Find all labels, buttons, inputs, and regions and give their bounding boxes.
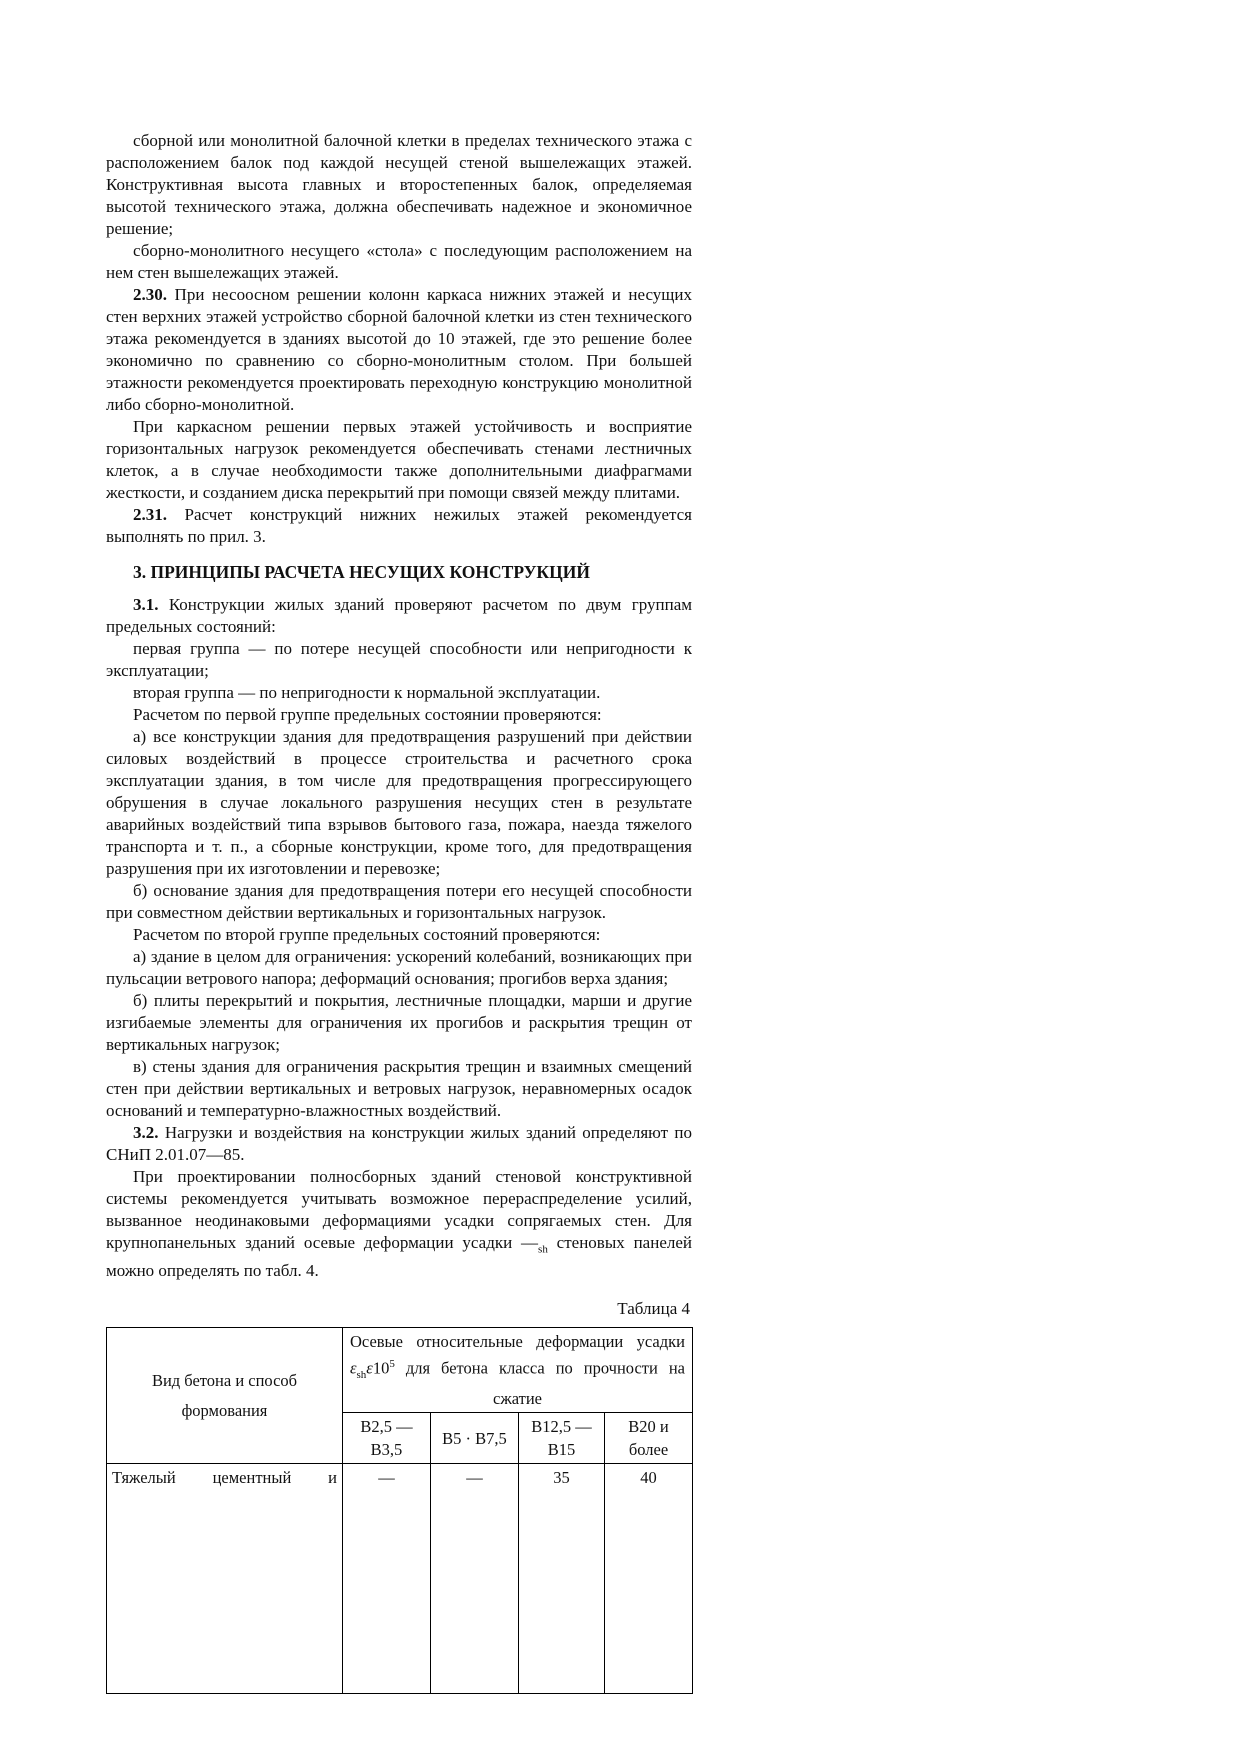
table-header-cell-class: В5 · В7,5: [431, 1413, 519, 1464]
table-row: [107, 1464, 693, 1694]
paragraph: [106, 1122, 692, 1166]
paragraph-text: Расчетом по первой группе предельных состоянии проверяются:: [133, 705, 602, 724]
table-cell-value: —: [343, 1464, 431, 1694]
paragraph: [106, 880, 692, 924]
paragraph: [106, 1166, 692, 1282]
paragraph: [106, 416, 692, 504]
table-header-cell-class: В2,5 — В3,5: [343, 1413, 431, 1464]
table-cell-value: —: [431, 1464, 519, 1694]
section-heading: 3. ПРИНЦИПЫ РАСЧЕТА НЕСУЩИХ КОНСТРУКЦИЙ: [133, 562, 590, 582]
paragraph-text: Расчетом по второй группе предельных состояний проверяются:: [133, 925, 601, 944]
factor-exponent: 5: [389, 1358, 395, 1371]
epsilon-subscript: sh: [356, 1369, 367, 1382]
paragraph-text: Расчет конструкций нижних нежилых этажей рекомендуется выполнять по прил. 3.: [106, 505, 692, 546]
paragraph-text: б) основание здания для предотвращения потери его несущей способности при совместном действии вертикальных и горизонтальных нагрузок.: [106, 881, 692, 922]
paragraph: [106, 704, 692, 726]
paragraph: [106, 1056, 692, 1122]
paragraph-text: При проектировании полносборных зданий стеновой конструктивной системы рекомендуется учитывать возможное перераспределение усилий, вызванное неодинаковыми деформациями усадки сопрягаемых стен. Для крупнопанельных зданий осевые деформации усадки —: [106, 1167, 692, 1252]
paragraph: [106, 594, 692, 638]
paragraph-text: вторая группа — по непригодности к нормальной эксплуатации.: [133, 683, 601, 702]
table-cell-value: 35: [519, 1464, 605, 1694]
clause-number: 3.1.: [133, 595, 159, 614]
epsilon-symbol: ε: [350, 1358, 357, 1378]
paragraph-text: Нагрузки и воздействия на конструкции жилых зданий определяют по СНиП 2.01.07—85.: [106, 1123, 693, 1164]
clause-number: 2.31.: [133, 505, 167, 524]
table-caption: Таблица 4: [617, 1299, 690, 1319]
paragraph-text: б) плиты перекрытий и покрытия, лестничные площадки, марши и другие изгибаемые элементы для ограничения их прогибов и раскрытия трещин от вертикальных нагрузок;: [106, 991, 692, 1054]
paragraph-text: а) здание в целом для ограничения: ускорений колебаний, возникающих при пульсации ветрового напора; деформаций основания; прогибов верха здания;: [106, 947, 692, 988]
paragraph: [106, 990, 692, 1056]
paragraph: [106, 726, 692, 880]
table-cell-label: Тяжелый цементный и: [107, 1464, 343, 1694]
table-header-cell-concrete-type: Вид бетона и способ формования: [107, 1328, 343, 1464]
clause-number: 2.30.: [133, 285, 167, 304]
paragraph-text: в) стены здания для ограничения раскрытия трещин и взаимных смещений стен при действии вертикальных и ветровых нагрузок, неравномерных осадок оснований и температурно-влажностных воздействий.: [106, 1057, 692, 1120]
table-header-cell-span-title: [343, 1328, 693, 1413]
paragraph-text: При несоосном решении колонн каркаса нижних этажей и несущих стен верхних этажей устройство сборной балочной клетки из стен технического этажа рекомендуется в зданиях высотой до 10 этажей, где это решение более экономично по сравнению со сборно-монолитным столом. При большей этажности рекомендуется проектировать переходную конструкцию монолитной либо сборно-монолитной.: [106, 285, 692, 414]
paragraph-text: сборно-монолитного несущего «стола» с последующим расположением на нем стен вышележащих этажей.: [106, 241, 692, 282]
clause-number: 3.2.: [133, 1123, 159, 1142]
paragraph: [106, 924, 692, 946]
paragraph: [106, 946, 692, 990]
table-header-cell-class: В20 и более: [605, 1413, 693, 1464]
deformation-table: [106, 1327, 693, 1694]
paragraph-text: первая группа — по потере несущей способности или непригодности к эксплуатации;: [106, 639, 692, 680]
paragraph-text: сборной или монолитной балочной клетки в пределах технического этажа с расположением балок под каждой несущей стеной вышележащих этажей. Конструктивная высота главных и второстепенных балок, определяемая высотой технического этажа, должна обеспечивать надежное и экономичное решение;: [106, 131, 692, 238]
paragraph: [106, 130, 692, 240]
table-header-cell-class: В12,5 — В15: [519, 1413, 605, 1464]
epsilon-symbol: ε: [366, 1358, 373, 1378]
header-title-pre: Осевые относительные деформации усадки: [350, 1332, 685, 1352]
header-title-post: для бетона класса по прочности на сжатие: [394, 1358, 685, 1409]
paragraph: [106, 682, 692, 704]
paragraph: [106, 638, 692, 682]
text-column: [106, 130, 692, 1694]
paragraph: [106, 284, 692, 416]
paragraph-text: стеновых панелей можно определять по табл. 4.: [106, 1233, 692, 1281]
table-cell-value: 40: [605, 1464, 693, 1694]
subscript-sh: sh: [538, 1243, 548, 1256]
paragraph: [106, 240, 692, 284]
paragraph-text: а) все конструкции здания для предотвращения разрушений при действии силовых воздействий в процессе строительства и расчетного срока эксплуатации здания, в том числе для предотвращения прогрессирующего обрушения в случае локального разрушения несущих стен в результате аварийных воздействий типа взрывов бытового газа, пожара, наезда тяжелого транспорта и т. п., а сборные конструкции, кроме того, для предотвращения разрушения при их изготовлении и перевозке;: [106, 727, 692, 878]
factor-ten: 10: [372, 1358, 390, 1378]
paragraph-text: При каркасном решении первых этажей устойчивость и восприятие горизонтальных нагрузок рекомендуется обеспечивать стенами лестничных клеток, а в случае необходимости также дополнительными диафрагмами жесткости, и созданием диска перекрытий при помощи связей между плитами.: [106, 417, 692, 502]
paragraph-text: Конструкции жилых зданий проверяют расчетом по двум группам предельных состояний:: [106, 595, 692, 636]
paragraph: [106, 504, 692, 548]
table-header-row: [107, 1328, 693, 1413]
